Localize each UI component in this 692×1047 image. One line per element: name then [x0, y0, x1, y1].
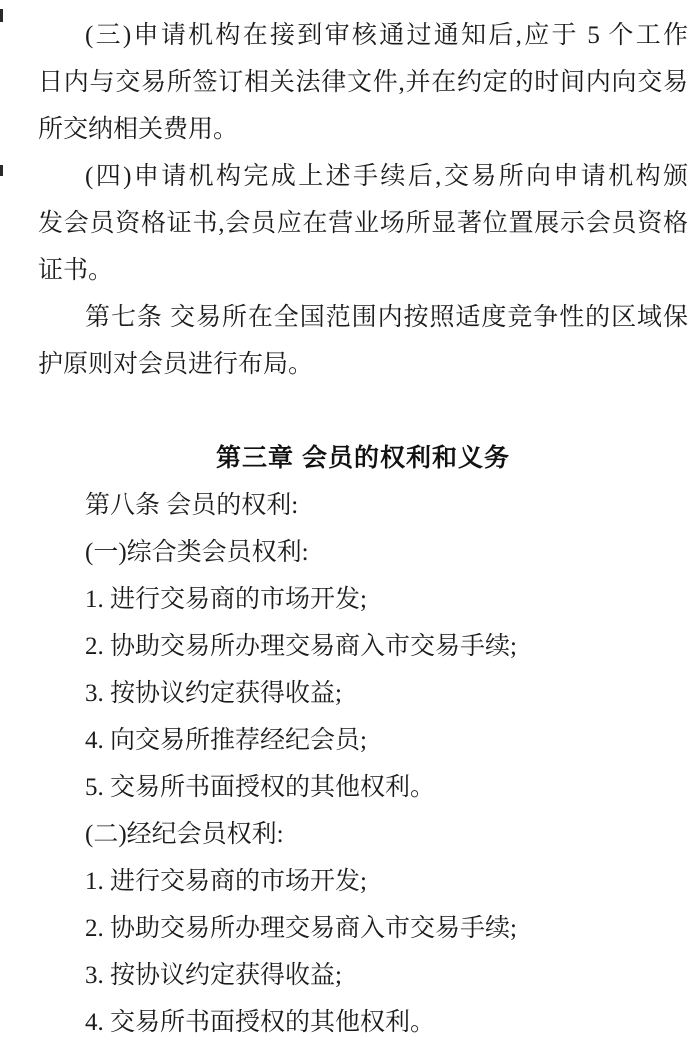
clause-3-line-3: 所交纳相关费用。 — [38, 116, 239, 143]
article-7-line-1: 第七条 交易所在全国范围内按照适度竞争性的区域保 — [85, 304, 688, 331]
scan-artifact — [0, 9, 3, 22]
comprehensive-members-header: (一)综合类会员权利: — [85, 539, 309, 566]
broker-right-4: 4. 交易所书面授权的其他权利。 — [85, 1009, 436, 1036]
article-8-intro: 第八条 会员的权利: — [85, 492, 299, 519]
clause-4-line-1: (四)申请机构完成上述手续后,交易所向申请机构颁 — [85, 163, 688, 190]
clause-4-line-2: 发会员资格证书,会员应在营业场所显著位置展示会员资格 — [38, 210, 688, 237]
comprehensive-right-1: 1. 进行交易商的市场开发; — [85, 586, 367, 613]
broker-right-3: 3. 按协议约定获得收益; — [85, 962, 342, 989]
comprehensive-right-3: 3. 按协议约定获得收益; — [85, 680, 342, 707]
clause-3-line-2: 日内与交易所签订相关法律文件,并在约定的时间内向交易 — [38, 69, 688, 96]
chapter-heading: 第三章 会员的权利和义务 — [216, 444, 510, 472]
broker-right-2: 2. 协助交易所办理交易商入市交易手续; — [85, 915, 517, 942]
blank-line — [38, 388, 688, 435]
comprehensive-right-4: 4. 向交易所推荐经纪会员; — [85, 727, 367, 754]
scan-artifact — [0, 165, 3, 176]
broker-right-1: 1. 进行交易商的市场开发; — [85, 868, 367, 895]
comprehensive-right-2: 2. 协助交易所办理交易商入市交易手续; — [85, 633, 517, 660]
comprehensive-right-5: 5. 交易所书面授权的其他权利。 — [85, 774, 436, 801]
broker-members-header: (二)经纪会员权利: — [85, 821, 284, 848]
article-7-line-2: 护原则对会员进行布局。 — [38, 351, 314, 378]
clause-3-line-1: (三)申请机构在接到审核通过通知后,应于 5 个工作 — [85, 22, 688, 49]
clause-4-line-3: 证书。 — [38, 257, 114, 284]
